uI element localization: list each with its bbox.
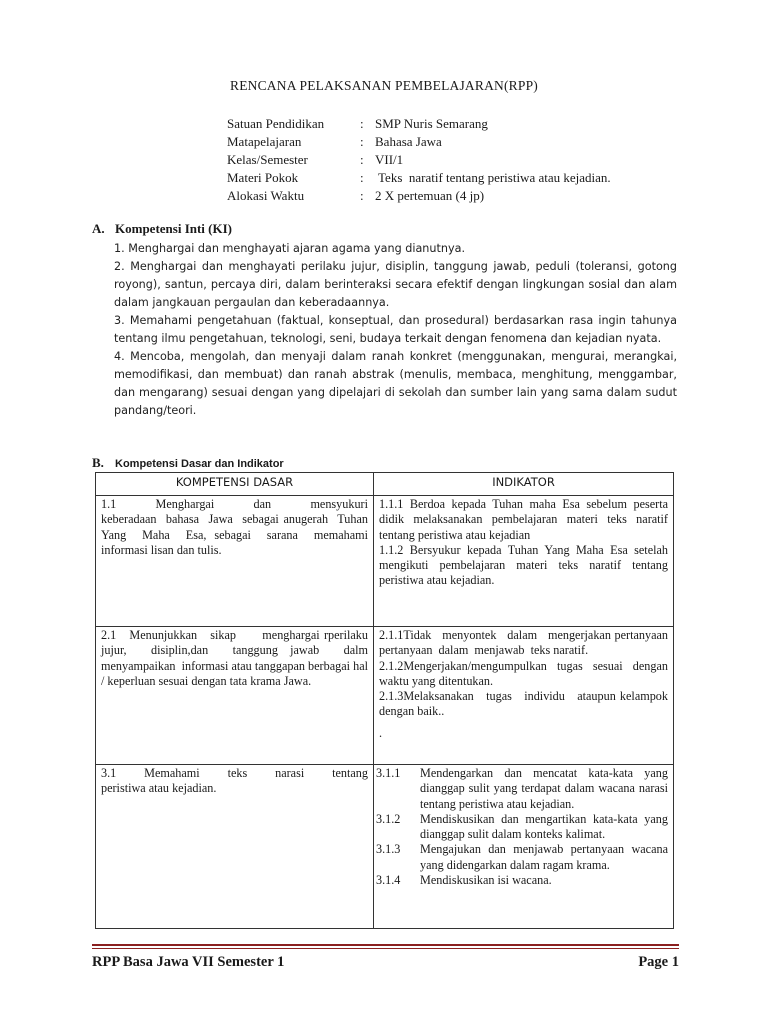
indicator-item: 3.1.2 Mendiskusikan dan mengartikan kata-kata yang dianggap sulit dalam konteks kalimat. — [376, 811, 668, 842]
ki-item-3: 3. Memahami pengetahuan (faktual, konseptual, dan prosedural) berdasarkan rasa ingin tahunya tentang ilmu pengetahuan, teknologi, seni, budaya terkait dengan fenomena dan kejadian nyata. — [114, 314, 677, 345]
indicator-cell — [374, 496, 674, 627]
ki-item-1: 1. Menghargai dan menghayati ajaran agama yang dianutnya. — [114, 242, 466, 255]
indicator-item: 3.1.1 Mendengarkan dan mencatat kata-kata yang dianggap sulit yang terdapat dalam wacana narasi tentang peristiwa atau kejadian. — [376, 766, 668, 811]
indicator-cell — [374, 627, 674, 765]
section-a-heading: A. Kompetensi Inti (KI) — [92, 221, 232, 236]
indicator-item: 1.1.2 Bersyukur kepada Tuhan Yang Maha Esa setelah mengikuti pembelajaran materi teks naratif tentang peristiwa atau kejadian. — [379, 542, 668, 588]
section-b-heading: B. Kompetensi Dasar dan Indikator — [92, 455, 284, 470]
indicator-item: 2.1.3Melaksanakan tugas individu ataupun kelampok dengan baik.. — [379, 689, 672, 719]
footer-document-label: RPP Basa Jawa VII Semester 1 — [92, 954, 285, 970]
kd-indicator-table — [95, 472, 674, 929]
indicator-item: 2.1.2Mengerjakan/mengumpulkan tugas sesuai dengan waktu yang ditentukan. — [379, 658, 668, 688]
table-header-row — [96, 473, 674, 496]
table-row — [96, 496, 674, 627]
ki-list — [114, 240, 677, 420]
meta-row-alokasi: Alokasi Waktu : 2 X pertemuan (4 jp) — [227, 188, 485, 203]
indicator-item: 2.1.1Tidak menyontek dalam mengerjakan pertanyaan pertanyaan dalam menjawab teks naratif. — [379, 628, 675, 658]
meta-row-mapel: Matapelajaran : Bahasa Jawa — [227, 134, 442, 149]
kd-cell: 3.1 Memahami teks narasi tentang peristiwa atau kejadian. — [96, 765, 374, 929]
footer-divider — [92, 944, 679, 946]
indicator-item: 3.1.3 Mengajukan dan menjawab pertanyaan wacana yang didengarkan dalam ragam krama. — [376, 842, 668, 872]
indicator-item: 1.1.1 Berdoa kepada Tuhan maha Esa sebelum peserta didik melaksanakan pembelajaran materi teks naratif tentang peristiwa atau kejadian — [379, 497, 668, 542]
ki-item-4: 4. Mencoba, mengolah, dan menyaji dalam ranah konkret (menggunakan, mengurai, merangkai, memodifikasi, dan membuat) dan ranah abstrak (menulis, membaca, menghitung, menggambar, dan mengarang) sesuai dengan yang dipelajari di sekolah dan sumber lain yang sama dalam sudut pandang/teori. — [114, 350, 677, 417]
indicator-item: 3.1.4 Mendiskusikan isi wacana. — [376, 873, 552, 888]
column-header-kd: KOMPETENSI DASAR — [96, 473, 374, 496]
meta-row-materi: Materi Pokok : Teks naratif tentang peristiwa atau kejadian. — [227, 170, 611, 185]
document-title: RENCANA PELAKSANAN PEMBELAJARAN(RPP) — [230, 78, 538, 93]
column-header-indikator: INDIKATOR — [374, 473, 674, 496]
identity-block — [227, 115, 611, 205]
ki-item-2: 2. Menghargai dan menghayati perilaku jujur, disiplin, tanggung jawab, peduli (toleransi, gotong royong), santun, percaya diri, dalam berinteraksi secara efektif dengan lingkungan sosial dan alam dalam jangkauan pergaulan dan keberadaannya. — [114, 260, 677, 309]
indicator-item: . — [379, 725, 383, 740]
table-row — [96, 765, 674, 929]
table-row — [96, 627, 674, 765]
kd-cell: 1.1 Menghargai dan mensyukuri keberadaan bahasa Jawa sebagai anugerah Tuhan Yang Maha Esa, sebagai sarana memahami informasi lisan dan tulis. — [96, 496, 374, 627]
meta-row-kelas: Kelas/Semester : VII/1 — [227, 152, 404, 167]
footer-page-number: Page 1 — [638, 954, 679, 970]
footer-divider-thin — [92, 948, 679, 949]
meta-row-satuan: Satuan Pendidikan : SMP Nuris Semarang — [227, 116, 488, 131]
indicator-cell — [374, 765, 674, 929]
kd-cell: 2.1 Menunjukkan sikap menghargai rperilaku jujur, disiplin,dan tanggung jawab dalm menyampaikan informasi atau tanggapan berbagai hal / keperluan sesuai dengan tata krama Jawa. — [96, 627, 374, 765]
